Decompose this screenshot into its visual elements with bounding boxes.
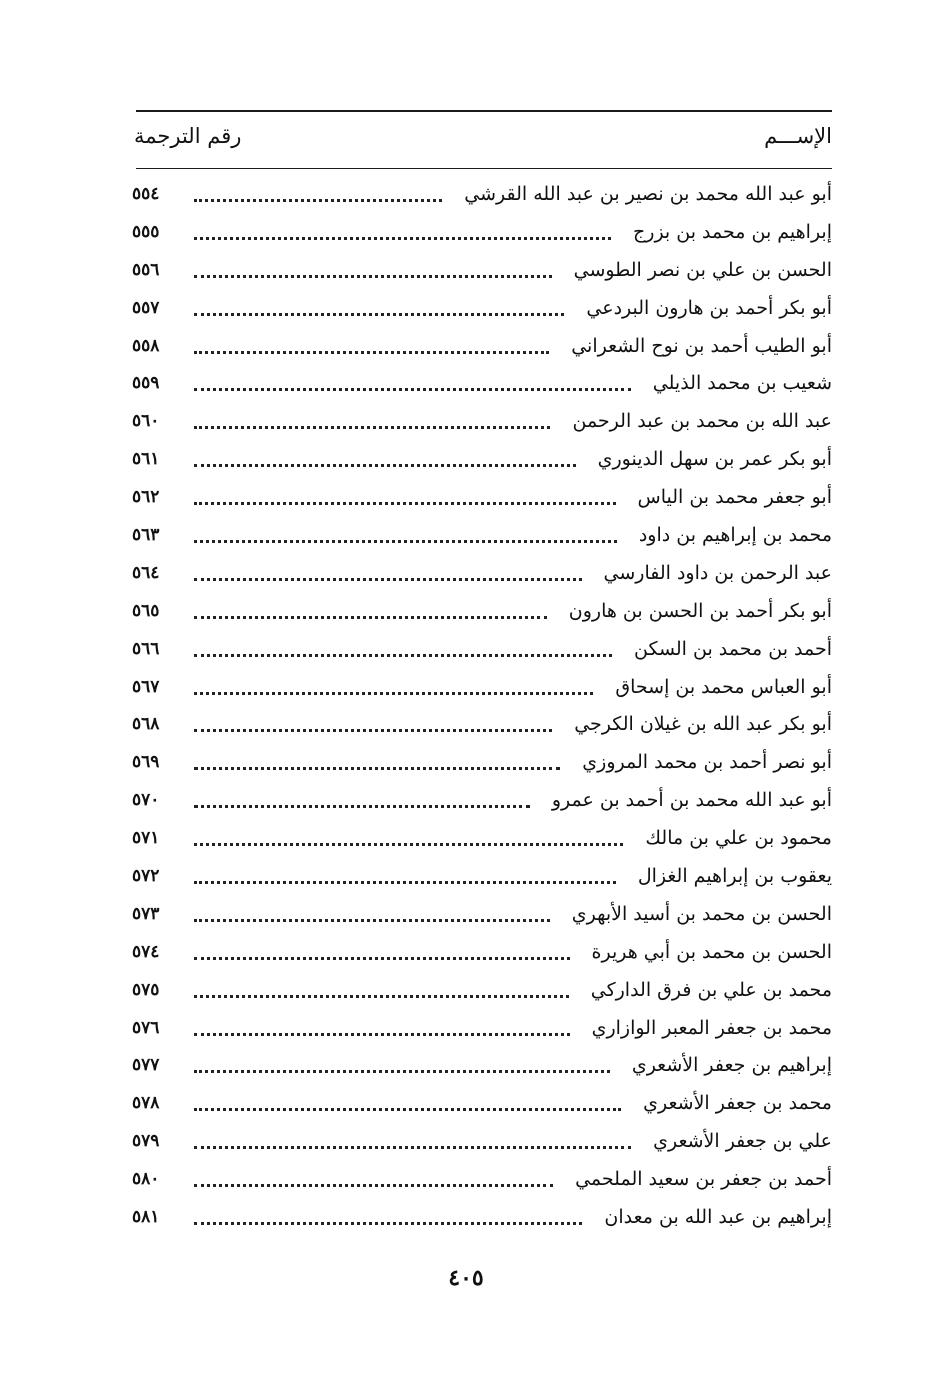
index-entry — [130, 1160, 832, 1198]
entry-number: ٥٧٠ — [132, 790, 160, 811]
entry-number: ٥٦٠ — [132, 411, 160, 432]
dot-leader — [194, 539, 617, 543]
entry-number: ٥٦٧ — [132, 676, 160, 697]
entry-number: ٥٥٥ — [132, 221, 160, 242]
entry-name: أبو الطيب أحمد بن نوح الشعراني — [571, 334, 832, 357]
dot-leader — [194, 274, 552, 278]
index-entry — [130, 289, 832, 327]
index-entry — [130, 554, 832, 592]
dot-leader — [194, 350, 549, 354]
entry-name: أبو بكر عمر بن سهل الدينوري — [597, 448, 832, 471]
entry-number: ٥٧٣ — [132, 903, 160, 924]
entry-number: ٥٥٩ — [132, 373, 160, 394]
entry-name: أحمد بن محمد بن السكن — [633, 637, 832, 660]
index-entry — [130, 819, 832, 857]
index-entry — [130, 1198, 832, 1236]
dot-leader — [194, 425, 550, 429]
entry-name: أبو جعفر محمد بن الياس — [637, 486, 832, 509]
entry-number: ٥٥٦ — [132, 259, 160, 280]
entry-number: ٥٧١ — [132, 828, 160, 849]
index-entry — [130, 402, 832, 440]
dot-leader — [194, 463, 576, 467]
entry-number: ٥٦١ — [132, 449, 160, 470]
entry-name: محمد بن علي بن فرق الداركي — [590, 978, 832, 1001]
entry-number: ٥٦٤ — [132, 562, 160, 583]
index-entry — [130, 630, 832, 668]
entry-number: ٥٧٩ — [132, 1131, 160, 1152]
dot-leader — [194, 804, 530, 808]
dot-leader — [194, 1145, 631, 1149]
entry-name: أحمد بن جعفر بن سعيد الملحمي — [575, 1168, 832, 1191]
entry-name: إبراهيم بن عبد الله بن معدان — [604, 1205, 832, 1228]
index-entry — [130, 516, 832, 554]
index-entry — [130, 971, 832, 1009]
entry-number: ٥٧٤ — [132, 941, 160, 962]
top-rule — [136, 110, 832, 112]
index-entry — [130, 213, 832, 251]
index-entry — [130, 1084, 832, 1122]
dot-leader — [194, 387, 631, 391]
entry-number: ٥٨١ — [132, 1206, 160, 1227]
entry-name: إبراهيم بن جعفر الأشعري — [631, 1054, 832, 1077]
dot-leader — [194, 691, 593, 695]
entry-name: أبو عبد الله محمد بن أحمد بن عمرو — [551, 789, 832, 812]
entry-name: يعقوب بن إبراهيم الغزال — [637, 864, 832, 887]
entry-name: أبو عبد الله محمد بن نصير بن عبد الله القرشي — [464, 182, 832, 205]
index-entry — [130, 1009, 832, 1047]
entry-number: ٥٧٢ — [132, 865, 160, 886]
dot-leader — [194, 994, 569, 998]
index-entry — [130, 781, 832, 819]
entry-name: علي بن جعفر الأشعري — [653, 1130, 832, 1153]
entry-number: ٥٦٩ — [132, 752, 160, 773]
entry-name: عبد الرحمن بن داود الفارسي — [603, 561, 832, 584]
dot-leader — [194, 918, 550, 922]
entry-number: ٥٦٨ — [132, 714, 160, 735]
entry-name: أبو بكر عبد الله بن غيلان الكرجي — [574, 713, 832, 736]
dot-leader — [194, 653, 612, 657]
index-entry — [130, 592, 832, 630]
index-entry — [130, 668, 832, 706]
dot-leader — [194, 198, 442, 202]
index-entry — [130, 327, 832, 365]
page-number: ٤٠٥ — [448, 1265, 484, 1291]
entry-number: ٥٦٢ — [132, 487, 160, 508]
number-column-header: رقم الترجمة — [134, 124, 242, 148]
dot-leader — [194, 880, 616, 884]
entry-number: ٥٦٦ — [132, 638, 160, 659]
entry-name: الحسن بن محمد بن أسيد الأبهري — [571, 902, 832, 925]
entry-name: الحسن بن علي بن نصر الطوسي — [573, 258, 832, 281]
entry-name: محمد بن جعفر الأشعري — [643, 1092, 832, 1115]
dot-leader — [194, 1107, 621, 1111]
entry-number: ٥٥٧ — [132, 297, 160, 318]
index-list — [130, 175, 832, 1236]
entry-number: ٥٦٣ — [132, 524, 160, 545]
dot-leader — [194, 1032, 570, 1036]
dot-leader — [194, 577, 582, 581]
dot-leader — [194, 842, 623, 846]
entry-number: ٥٧٨ — [132, 1093, 160, 1114]
entry-name: شعيب بن محمد الذيلي — [652, 372, 832, 395]
name-column-header: الإســـم — [764, 124, 832, 148]
index-entry — [130, 1046, 832, 1084]
index-entry — [130, 857, 832, 895]
entry-name: أبو نصر أحمد بن محمد المروزي — [582, 751, 832, 774]
entry-number: ٥٥٤ — [132, 183, 160, 204]
index-entry — [130, 933, 832, 971]
entry-name: محمد بن جعفر المعبر الوازاري — [591, 1016, 832, 1039]
dot-leader — [194, 312, 564, 316]
header-rule — [136, 168, 832, 169]
entry-number: ٥٧٧ — [132, 1055, 160, 1076]
dot-leader — [194, 956, 570, 960]
dot-leader — [194, 728, 552, 732]
index-entry — [130, 440, 832, 478]
entry-name: أبو العباس محمد بن إسحاق — [615, 675, 832, 698]
index-entry — [130, 478, 832, 516]
dot-leader — [194, 1183, 553, 1187]
dot-leader — [194, 615, 547, 619]
index-entry — [130, 364, 832, 402]
dot-leader — [194, 1069, 610, 1073]
index-entry — [130, 175, 832, 213]
entry-number: ٥٥٨ — [132, 335, 160, 356]
entry-name: إبراهيم بن محمد بن بزرج — [633, 220, 832, 243]
entry-number: ٥٦٥ — [132, 600, 160, 621]
entry-number: ٥٧٥ — [132, 979, 160, 1000]
index-entry — [130, 705, 832, 743]
index-entry — [130, 743, 832, 781]
entry-name: الحسن بن محمد بن أبي هريرة — [591, 940, 832, 963]
index-entry — [130, 251, 832, 289]
entry-name: أبو بكر أحمد بن هارون البردعي — [586, 296, 832, 319]
index-entry — [130, 1122, 832, 1160]
entry-name: عبد الله بن محمد بن عبد الرحمن — [572, 410, 832, 433]
dot-leader — [194, 236, 611, 240]
dot-leader — [194, 766, 560, 770]
entry-number: ٥٨٠ — [132, 1169, 160, 1190]
index-entry — [130, 895, 832, 933]
dot-leader — [194, 1221, 582, 1225]
entry-name: محمود بن علي بن مالك — [645, 827, 832, 850]
entry-number: ٥٧٦ — [132, 1017, 160, 1038]
entry-name: أبو بكر أحمد بن الحسن بن هارون — [568, 599, 832, 622]
dot-leader — [194, 501, 616, 505]
entry-name: محمد بن إبراهيم بن داود — [638, 523, 832, 546]
